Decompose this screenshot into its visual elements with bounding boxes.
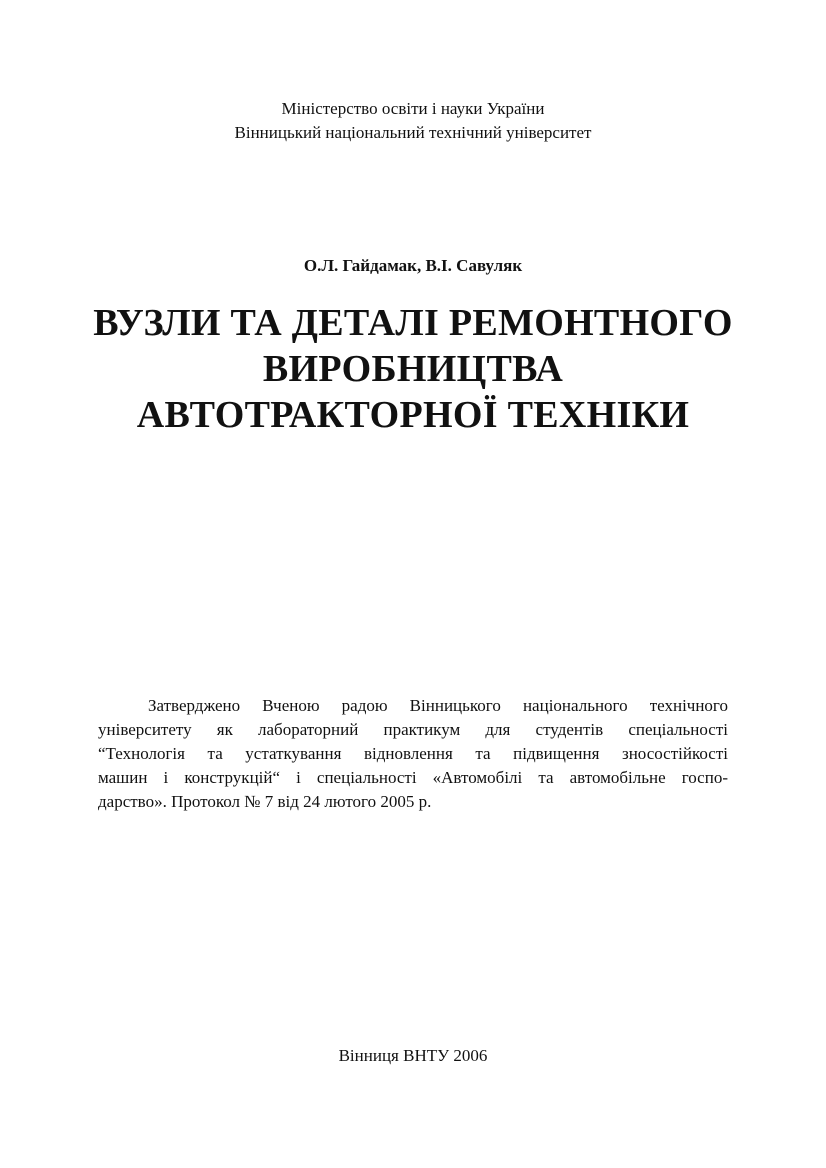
- title-line-2: ВИРОБНИЦТВА: [262, 348, 564, 390]
- approval-line-4: машин і конструкцій“ і спеціальності «Автомобілі та автомобільне госпо-: [98, 768, 728, 787]
- approval-line-1: Затверджено Вченою радою Вінницького національного технічного: [148, 696, 728, 715]
- authors: О.Л. Гайдамак, В.І. Савуляк: [303, 256, 523, 275]
- book-title: [0, 300, 826, 438]
- ministry-name: Міністерство освіти і науки України: [281, 99, 545, 118]
- university-name: Вінницький національний технічний університет: [234, 123, 592, 142]
- title-line-1: ВУЗЛИ ТА ДЕТАЛІ РЕМОНТНОГО: [93, 302, 733, 344]
- approval-paragraph: [98, 694, 728, 814]
- header-block: [0, 97, 826, 145]
- publication-imprint: Вінниця ВНТУ 2006: [338, 1046, 488, 1065]
- approval-line-5: дарство». Протокол № 7 від 24 лютого 2005 р.: [98, 792, 432, 811]
- approval-line-3: “Технологія та устаткування відновлення та підвищення зносостійкості: [98, 744, 728, 763]
- approval-line-2: університету як лабораторний практикум для студентів спеціальності: [98, 720, 728, 739]
- title-line-3: АВТОТРАКТОРНОЇ ТЕХНІКИ: [136, 394, 690, 436]
